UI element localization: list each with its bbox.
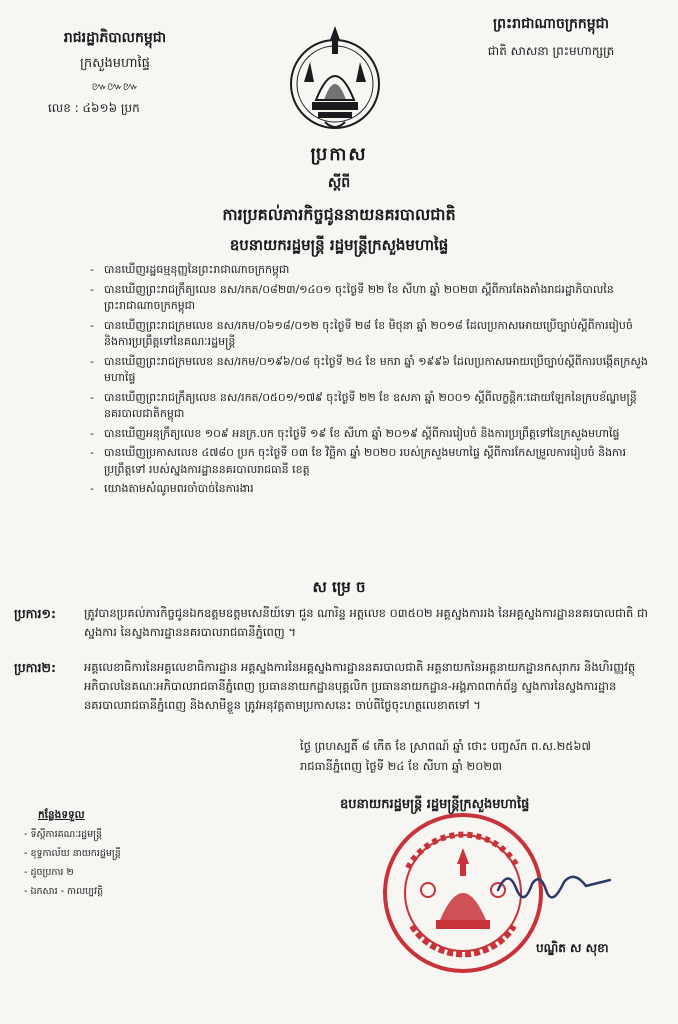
signer-name: បណ្ឌិត ស សុខា (536, 941, 609, 955)
recipients-heading: កន្លែងទទួល (38, 809, 85, 821)
ministry-header (30, 28, 200, 118)
recipient-item: - ទីស្តីការគណៈរដ្ឋមន្ត្រី (24, 829, 103, 840)
kingdom-header (446, 14, 656, 61)
reference-item: - យោងតាមសំណូមពរចាំបាច់នៃការងារ (90, 481, 648, 498)
ministry-name: ក្រសួងមហាផ្ទៃ (80, 56, 150, 71)
government-name: រាជរដ្ឋាភិបាលកម្ពុជា (63, 30, 167, 46)
article-1 (14, 604, 656, 642)
reference-item: - បានឃើញព្រះរាជក្រមលេខ នស/រកម/០១៩៦/០៨ ចុះថ្ងៃទី ២៤ ខែ មករា ឆ្នាំ ១៩៩៦ ដែលប្រកាសអោយប្រើច្បាប់ស្តីពីការបង្កើតក្រសួងមហាផ្ទៃ (90, 354, 648, 387)
legal-references (90, 262, 648, 501)
national-motto: ជាតិ សាសនា ព្រះមហាក្សត្រ (487, 44, 615, 58)
reference-item: - បានឃើញព្រះរាជក្រមលេខ នស/រកម/០៦១៨/០១២ ចុះថ្ងៃទី ២៨ ខែ មិថុនា ឆ្នាំ ២០១៨ ដែលប្រកាសអោយប្រើច្បាប់ស្តីពីការរៀបចំ និងការប្រព្រឹត្តទៅនៃគណៈរដ្ឋមន្ត្រី (90, 318, 648, 351)
signature-icon (494, 862, 614, 902)
reference-item: - បានឃើញរដ្ឋធម្មនុញ្ញនៃព្រះរាជាណាចក្រកម្ពុជា (90, 262, 648, 279)
article-label: ប្រការ២: (14, 660, 56, 675)
lunar-date: ថ្ងៃ ព្រហស្បតិ៍ ៨ កើត ខែ ស្រាពណ៍ ឆ្នាំ ថោះ បញ្ចស័ក ព.ស.២៥៦៧ (300, 739, 591, 753)
kingdom-name: ព្រះរាជាណាចក្រកម្ពុជា (492, 16, 609, 32)
title-about: ស្តីពី (327, 175, 351, 191)
reference-item: - បានឃើញប្រកាសលេខ ៤៧៨០ ប្រក ចុះថ្ងៃទី ០៣ ខែ វិច្ឆិកា ឆ្នាំ ២០២០ របស់ក្រសួងមហាផ្ទៃ ស្តីពីការកែសម្រួលការរៀបចំ និងការប្រព្រឹត្តទៅ របស់ស្នងការដ្ឋាននគរបាលរាជធានី ខេត្ត (90, 445, 648, 478)
document-subject: ការប្រគល់ភារកិច្ចជូននាយនគរបាលជាតិ (222, 205, 456, 224)
article-2 (14, 658, 656, 715)
document-type: ប្រកាស (310, 144, 368, 165)
recipient-item: - ខុទ្ទកាល័យ នាយករដ្ឋមន្ត្រី (24, 848, 121, 859)
article-text: អគ្គលេខាធិការនៃអគ្គលេខាធិការដ្ឋាន អគ្គស្នងការនៃអគ្គស្នងការដ្ឋាននគរបាលជាតិ អគ្គនាយកនៃអគ្គនាយកដ្ឋានកសុរាករ និងហិរញ្ញវត្ថុ អភិបាលនៃគណៈអភិបាលរាជធានីភ្នំពេញ ប្រធាននាយកដ្ឋានបុគ្គលិក ប្រធាននាយកដ្ឋាន-អង្គភាពពាក់ព័ន្ធ ស្នងការនៃស្នងការដ្ឋាននគរបាលរាជធានីភ្នំពេញ និងសាមីខ្លួន ត្រូវអនុវត្តតាមប្រកាសនេះ ចាប់ពីថ្ងៃចុះហត្ថលេខាតទៅ ។ (84, 660, 636, 712)
royal-emblem-icon (280, 22, 390, 140)
issuing-authority: ឧបនាយករដ្ឋមន្ត្រី រដ្ឋមន្ត្រីក្រសួងមហាផ្ទៃ (229, 236, 449, 254)
date-block (300, 736, 638, 776)
decision-heading: ស ម្រេ ច (312, 578, 366, 596)
header-ornament: ៚៚៚ (91, 80, 139, 93)
signer-title: ឧបនាយករដ្ឋមន្ត្រី រដ្ឋមន្ត្រីក្រសួងមហាផ្ទៃ (340, 797, 530, 812)
recipients-list (24, 806, 121, 901)
recipient-item: - ឯកសារ - កាលប្បវត្តិ (24, 886, 104, 897)
reference-item: - បានឃើញអនុក្រឹត្យលេខ ១០៩ អនក្រ.បក ចុះថ្ងៃទី ១៩ ខែ សីហា ឆ្នាំ ២០១៩ ស្តីពីការរៀបចំ និងការប្រព្រឹត្តទៅនៃក្រសួងមហាផ្ទៃ (90, 426, 648, 443)
reference-number: លេខ : ៤៦១៦ ប្រក (48, 101, 140, 115)
article-text: ត្រូវបានប្រគល់ភារកិច្ចជូនឯកឧត្តមឧត្តមសេនីយ៍ទោ ជួន ណារិន្ទ អត្តលេខ ០៣៥០២ អគ្គស្នងការរង នៃអគ្គស្នងការដ្ឋាននគរបាលជាតិ ជាស្នងការ នៃស្នងការដ្ឋាននគរបាលរាជធានីភ្នំពេញ ។ (84, 606, 648, 639)
reference-item: - បានឃើញព្រះរាជក្រឹត្យលេខ នស/រកត/០៥០១/១៧៩ ចុះថ្ងៃទី ២២ ខែ ឧសភា ឆ្នាំ ២០០១ ស្តីពីលក្ខន្តិកៈដោយឡែកនៃក្របខ័ណ្ឌមន្ត្រីនគរបាលជាតិកម្ពុជា (90, 390, 648, 423)
title-block (0, 142, 678, 228)
solar-date: រាជធានីភ្នំពេញ ថ្ងៃទី ២៤ ខែ សីហា ឆ្នាំ ២០២៣ (300, 759, 502, 773)
recipient-item: - ដូចប្រការ ២ (24, 867, 74, 878)
reference-item: - បានឃើញព្រះរាជក្រឹត្យលេខ នស/រកត/០៨២៣/១៤០១ ចុះថ្ងៃទី ២២ ខែ សីហា ឆ្នាំ ២០២៣ ស្តីពីការតែងតាំងរាជរដ្ឋាភិបាលនៃព្រះរាជាណាចក្រកម្ពុជា (90, 282, 648, 315)
article-label: ប្រការ១: (14, 606, 56, 621)
